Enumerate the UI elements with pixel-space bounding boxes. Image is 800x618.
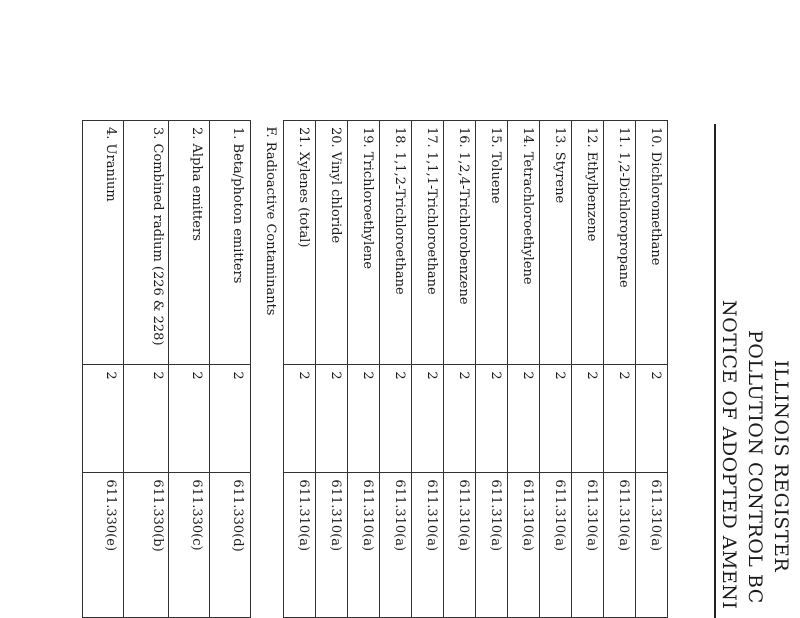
contaminant-name: 21. Xylenes (total) (284, 121, 316, 365)
contaminant-mcl: 2 (316, 365, 348, 473)
contaminant-section: 611.310(a) (508, 473, 540, 618)
contaminant-section: 611.310(a) (540, 473, 572, 618)
contaminant-mcl: 2 (284, 365, 316, 473)
contaminant-mcl: 2 (444, 365, 476, 473)
contaminant-mcl: 2 (348, 365, 380, 473)
section-heading-row (251, 121, 284, 618)
table-row (636, 121, 668, 618)
contaminant-section: 611.310(a) (348, 473, 380, 618)
contaminant-name: 20. Vinyl chloride (316, 121, 348, 365)
contaminant-mcl: 2 (604, 365, 636, 473)
table-row (380, 121, 412, 618)
contaminant-mcl: 2 (83, 365, 124, 473)
contaminant-section: 611.310(a) (316, 473, 348, 618)
contaminant-section: 611.330(e) (83, 473, 124, 618)
contaminant-name: 14. Tetrachloroethylene (508, 121, 540, 365)
table-row (210, 121, 251, 618)
header-notice-title: NOTICE OF ADOPTED AMENI (718, 300, 740, 610)
section-f-title: F. Radioactive Contaminants (251, 121, 284, 618)
table-row (124, 121, 169, 618)
contaminant-name: 2. Alpha emitters (169, 121, 210, 365)
contaminant-name: 12. Ethylbenzene (572, 121, 604, 365)
table-row (412, 121, 444, 618)
table-row (604, 121, 636, 618)
contaminant-name: 17. 1,1,1-Trichloroethane (412, 121, 444, 365)
contaminant-name: 3. Combined radium (226 & 228) (124, 121, 169, 365)
table-row (83, 121, 124, 618)
contaminant-name: 16. 1,2,4-Trichlorobenzene (444, 121, 476, 365)
table-row (476, 121, 508, 618)
table-row (316, 121, 348, 618)
contaminant-mcl: 2 (412, 365, 444, 473)
contaminant-name: 13. Styrene (540, 121, 572, 365)
contaminant-section: 611.310(a) (412, 473, 444, 618)
header-divider (714, 124, 716, 618)
contaminant-section: 611.310(a) (476, 473, 508, 618)
contaminant-section: 611.310(a) (572, 473, 604, 618)
contaminant-section: 611.330(b) (124, 473, 169, 618)
contaminant-name: 4. Uranium (83, 121, 124, 365)
contaminant-name: 18. 1,1,2-Trichloroethane (380, 121, 412, 365)
contaminant-mcl: 2 (124, 365, 169, 473)
contaminant-name: 1. Beta/photon emitters (210, 121, 251, 365)
contaminant-section: 611.310(a) (284, 473, 316, 618)
contaminant-section: 611.330(c) (169, 473, 210, 618)
contaminant-section: 611.310(a) (380, 473, 412, 618)
table-row (169, 121, 210, 618)
contaminant-table (82, 120, 668, 618)
contaminant-section: 611.310(a) (636, 473, 668, 618)
contaminant-mcl: 2 (380, 365, 412, 473)
contaminant-mcl: 2 (476, 365, 508, 473)
table-row (444, 121, 476, 618)
contaminant-mcl: 2 (210, 365, 251, 473)
table-row (284, 121, 316, 618)
contaminant-mcl: 2 (636, 365, 668, 473)
contaminant-mcl: 2 (540, 365, 572, 473)
contaminant-section: 611.310(a) (444, 473, 476, 618)
contaminant-name: 15. Toluene (476, 121, 508, 365)
table-row (540, 121, 572, 618)
contaminant-name: 10. Dichloromethane (636, 121, 668, 365)
contaminant-name: 11. 1,2-Dichloropropane (604, 121, 636, 365)
contaminant-mcl: 2 (508, 365, 540, 473)
table-row (508, 121, 540, 618)
contaminant-name: 19. Trichloroethylene (348, 121, 380, 365)
header-board-title: POLLUTION CONTROL BC (744, 330, 766, 604)
contaminant-mcl: 2 (169, 365, 210, 473)
table-row (572, 121, 604, 618)
contaminant-mcl: 2 (572, 365, 604, 473)
header-register-title: ILLINOIS REGISTER (770, 360, 792, 573)
table-row (348, 121, 380, 618)
contaminant-section: 611.310(a) (604, 473, 636, 618)
contaminant-section: 611.330(d) (210, 473, 251, 618)
